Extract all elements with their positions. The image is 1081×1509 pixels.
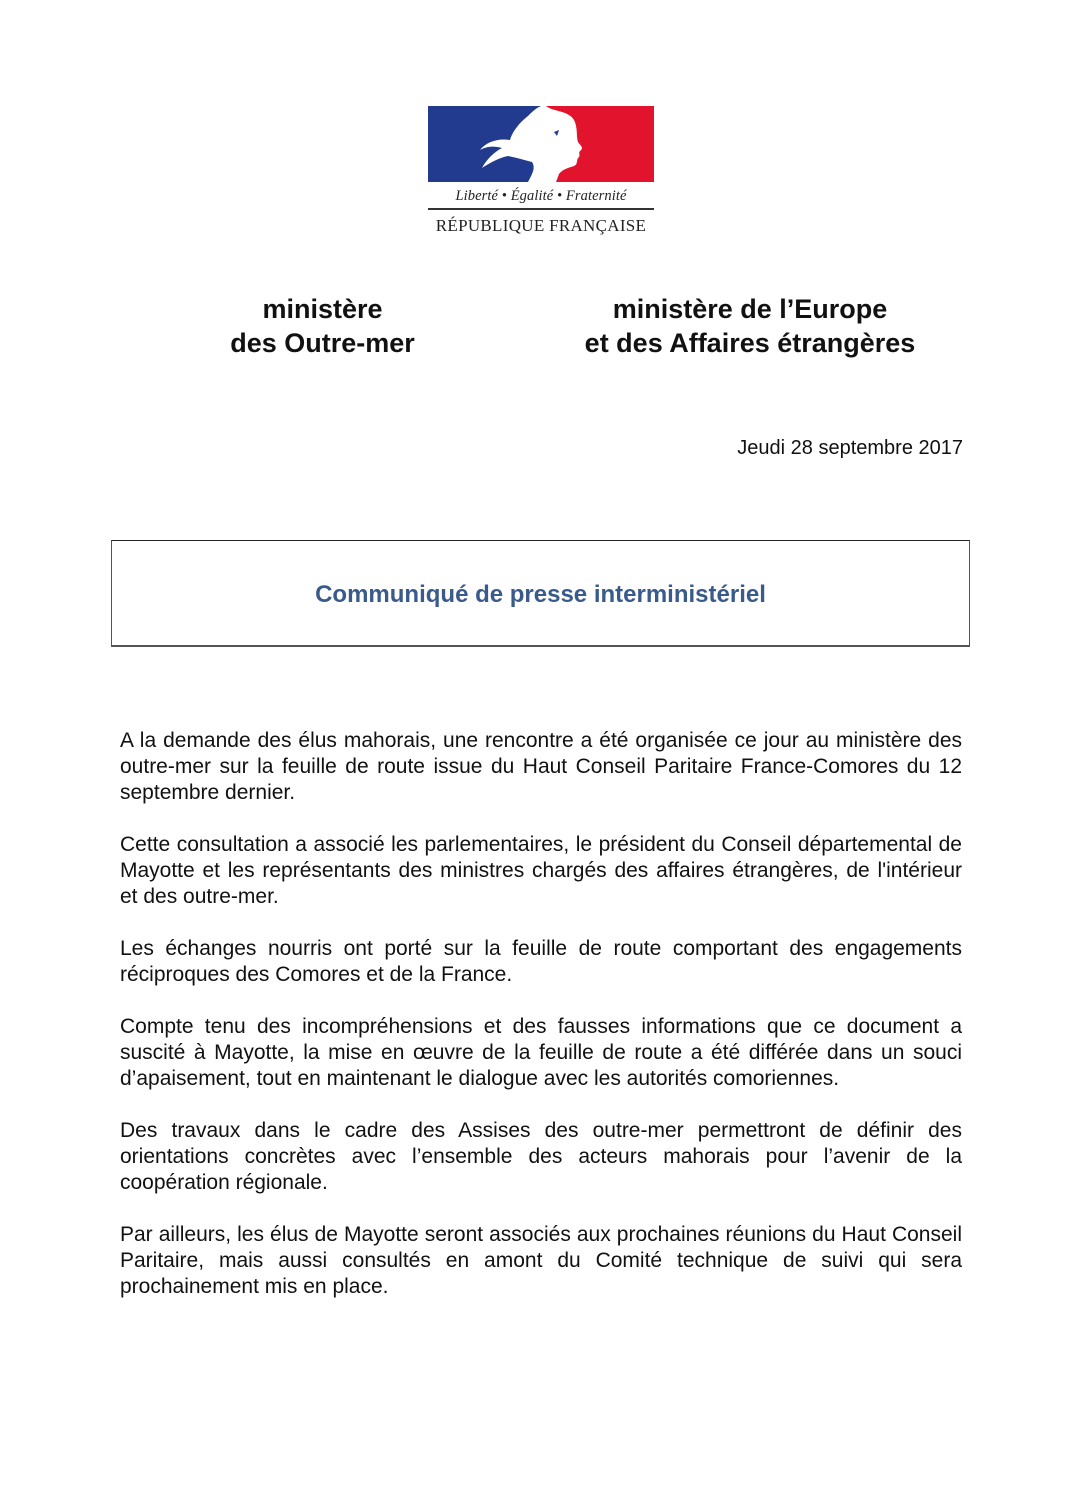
marianne-profile-icon bbox=[428, 106, 654, 182]
ministry-right-line-1: ministère de l’Europe bbox=[612, 294, 888, 324]
ministry-right-line-2: et des Affaires étrangères bbox=[584, 328, 916, 358]
marianne-flag-emblem bbox=[428, 106, 654, 182]
press-release-body bbox=[120, 728, 962, 1326]
paragraph: Par ailleurs, les élus de Mayotte seront associés aux prochaines réunions du Haut Conseil Paritaire, mais aussi consultés en amont du Comité technique de suivi qui sera prochainement mis en place. bbox=[120, 1223, 962, 1298]
republic-motto: Liberté • Égalité • Fraternité bbox=[455, 188, 627, 204]
paragraph: Des travaux dans le cadre des Assises des outre-mer permettront de définir des orientations concrètes avec l’ensemble des acteurs mahorais pour l’avenir de la coopération régionale. bbox=[120, 1119, 962, 1194]
paragraph: Les échanges nourris ont porté sur la feuille de route comportant des engagements réciproques des Comores et de la France. bbox=[120, 937, 962, 986]
paragraph: Cette consultation a associé les parlementaires, le président du Conseil départemental de Mayotte et les représentants des ministres chargés des affaires étrangères, de l'intérieur et des outre-mer. bbox=[120, 833, 962, 908]
republique-francaise-logo bbox=[428, 106, 654, 242]
republic-name: RÉPUBLIQUE FRANÇAISE bbox=[435, 216, 647, 235]
ministry-europe-affaires-etrangeres bbox=[540, 292, 960, 360]
ministry-outre-mer bbox=[200, 292, 445, 360]
press-release-date: Jeudi 28 septembre 2017 bbox=[737, 437, 963, 459]
paragraph: Compte tenu des incompréhensions et des fausses informations que ce document a suscité à Mayotte, la mise en œuvre de la feuille de route a été différée dans un souci d’apaisement, tout en maintenant le dialogue avec les autorités comoriennes. bbox=[120, 1015, 962, 1090]
logo-divider bbox=[428, 208, 654, 210]
ministry-left-line-2: des Outre-mer bbox=[230, 328, 415, 358]
paragraph: A la demande des élus mahorais, une rencontre a été organisée ce jour au ministère des outre-mer sur la feuille de route issue du Haut Conseil Paritaire France-Comores du 12 septembre dernier. bbox=[120, 729, 962, 804]
ministry-left-line-1: ministère bbox=[262, 294, 383, 324]
title-box bbox=[111, 540, 970, 647]
document-title: Communiqué de presse interministériel bbox=[315, 581, 766, 608]
